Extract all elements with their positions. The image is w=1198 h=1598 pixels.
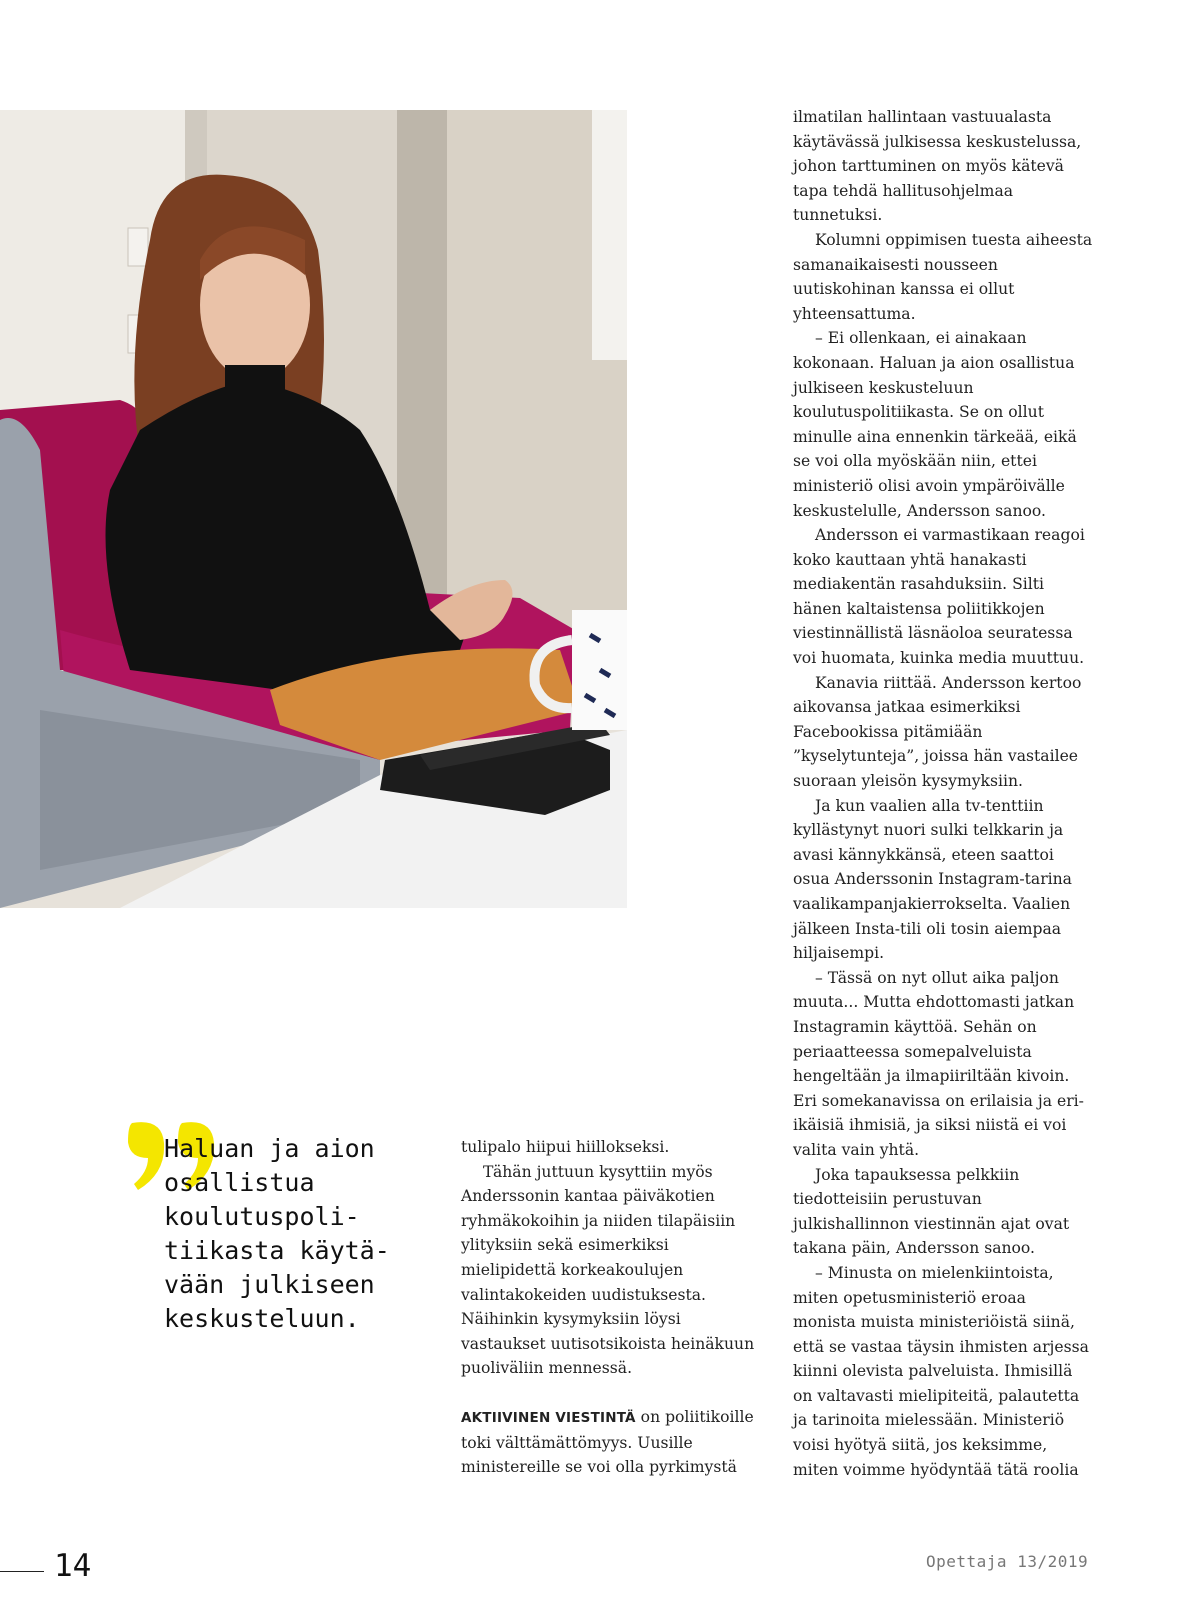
issue-label: Opettaja 13/2019 bbox=[926, 1552, 1089, 1571]
page-number: 14 bbox=[54, 1548, 92, 1584]
article-column-right bbox=[793, 105, 1093, 1482]
paragraph: tulipalo hiipui hiillokseksi. bbox=[461, 1138, 670, 1156]
section-lead-in: AKTIIVINEN VIESTINTÄ bbox=[461, 1409, 636, 1426]
paragraph: ilmatilan hallintaan vastuualasta käytävässä julkisessa keskustelussa, johon tarttuminen on myös kätevä tapa tehdä hallitusohjelmaa tunnetuksi. bbox=[793, 108, 1082, 225]
paragraph: Kanavia riittää. Andersson kertoo aikovansa jatkaa esimerkiksi Facebookissa pitämiään ”kyselytunteja”, joissa hän vastailee suoraan yleisön kysymyksiin. bbox=[793, 673, 1082, 791]
pull-quote: Haluan ja aion osallistua koulutuspoli-tiikasta käytä-vään julkiseen keskusteluun. bbox=[164, 1134, 390, 1333]
paragraph: Tähän juttuun kysyttiin myös Anderssonin kantaa päiväkotien ryhmäkokoihin ja niiden tilapäisiin ylityksiin sekä esimerkiksi mielipidettä korkeakoulujen valintakokeiden uudistuksesta. Näihinkin kysymyksiin löysi vastaukset uutisotsikoista heinäkuun puoliväliin mennessä. bbox=[461, 1162, 755, 1378]
article-photo bbox=[0, 110, 627, 908]
article-column-middle bbox=[461, 1135, 761, 1480]
paragraph-text: on poliitikoille toki välttämättömyys. Uusille ministereille se voi olla pyrkimystä bbox=[461, 1407, 754, 1477]
paragraph: Ja kun vaalien alla tv-tenttiin kyllästynyt nuori sulki telkkarin ja avasi kännykkänsä, eteen saattoi osua Anderssonin Instagram-tarina vaalikampanjakierrokselta. Vaalien jälkeen Insta-tili oli tosin aiempaa hiljaisempi. bbox=[793, 796, 1072, 963]
footer-rule bbox=[0, 1571, 44, 1572]
paragraph: Kolumni oppimisen tuesta aiheesta samanaikaisesti nousseen uutiskohinan kanssa ei ollut yhteensattuma. bbox=[793, 230, 1093, 323]
paragraph: – Tässä on nyt ollut aika paljon muuta... Mutta ehdottomasti jatkan Instagramin käyttöä. Sehän on periaatteessa somepalveluista hengeltään ja ilmapiiriltään kivoin. Eri somekanavissa on erilaisia ja eri-ikäisiä ihmisiä, ja siksi niistä ei voi valita vain yhtä. bbox=[793, 968, 1084, 1159]
photo-illustration bbox=[0, 110, 627, 908]
paragraph: – Minusta on mielenkiintoista, miten opetusministeriö eroaa monista muista ministeriöistä siinä, että se vastaa täysin ihmisten arjessa kiinni olevista palveluista. Ihmisillä on valtavasti mielipiteitä, palautetta ja tarinoita mielessään. Ministeriö voisi hyötyä siitä, jos keksimme, miten voimme hyödyntää tätä roolia bbox=[793, 1263, 1089, 1479]
paragraph: – Ei ollenkaan, ei ainakaan kokonaan. Haluan ja aion osallistua julkiseen keskusteluun koulutuspolitiikasta. Se on ollut minulle aina ennenkin tärkeää, eikä se voi olla myöskään niin, ettei ministeriö olisi avoin ympäröivälle keskustelulle, Andersson sanoo. bbox=[793, 329, 1077, 520]
paragraph: Andersson ei varmastikaan reagoi koko kauttaan yhtä hanakasti mediakentän rasahduksiin. Silti hänen kaltaistensa poliitikkojen viestinnällistä läsnäoloa seuratessa voi huomata, kuinka media muuttuu. bbox=[793, 526, 1085, 668]
section-paragraph bbox=[461, 1405, 761, 1480]
paragraph: Joka tapauksessa pelkkiin tiedotteisiin perustuvan julkishallinnon viestinnän ajat ovat takana päin, Andersson sanoo. bbox=[793, 1165, 1070, 1258]
